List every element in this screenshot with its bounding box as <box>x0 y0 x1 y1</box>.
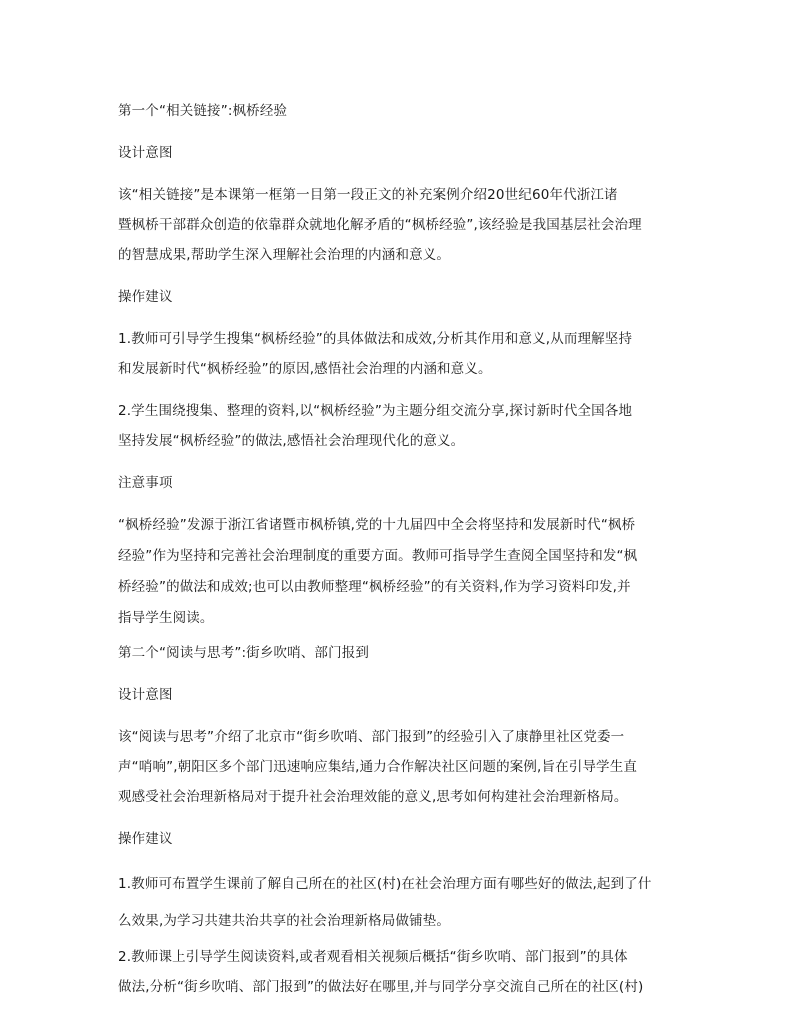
text-line: 2.教师课上引导学生阅读资料,或者观看相关视频后概括“街乡吹哨、部门报到”的具体 <box>118 949 628 965</box>
text-line: 第二个“阅读与思考”:街乡吹哨、部门报到 <box>118 645 370 661</box>
subheading <box>118 138 678 168</box>
text-line: 注意事项 <box>118 475 173 491</box>
subheading <box>118 680 678 710</box>
text-line: 声“哨响”,朝阳区多个部门迅速响应集结,通力合作解决社区问题的案例,旨在引导学生直 <box>118 759 638 775</box>
text-line: 桥经验”的做法和成效;也可以由教师整理“枫桥经验”的有关资料,作为学习资料印发,并 <box>118 579 631 595</box>
text-line: 做法,分析“街乡吹哨、部门报到”的做法好在哪里,并与同学分享交流自己所在的社区(村) <box>118 979 644 995</box>
subheading <box>118 824 678 854</box>
section-heading <box>118 638 678 668</box>
text-line: 该“相关链接”是本课第一框第一目第一段正文的补充案例介绍20世纪60年代浙江诸 <box>118 187 618 203</box>
text-line: 么效果,为学习共建共治共享的社会治理新格局做铺垫。 <box>118 913 451 929</box>
document-page <box>118 96 678 1002</box>
paragraph <box>118 722 678 812</box>
paragraph <box>118 510 678 634</box>
section-heading <box>118 96 678 126</box>
text-line: 设计意图 <box>118 145 173 161</box>
text-line: 的智慧成果,帮助学生深入理解社会治理的内涵和意义。 <box>118 247 451 263</box>
paragraph <box>118 866 678 940</box>
text-line: 暨枫桥干部群众创造的依靠群众就地化解矛盾的“枫桥经验”,该经验是我国基层社会治理 <box>118 217 642 233</box>
text-line: “枫桥经验”发源于浙江省诸暨市枫桥镇,党的十九届四中全会将坚持和发展新时代“枫桥 <box>118 517 636 533</box>
paragraph <box>118 324 678 384</box>
text-line: 2.学生围绕搜集、整理的资料,以“枫桥经验”为主题分组交流分享,探讨新时代全国各地 <box>118 403 633 419</box>
paragraph <box>118 942 678 1002</box>
text-line: 设计意图 <box>118 687 173 703</box>
text-line: 1.教师可引导学生搜集“枫桥经验”的具体做法和成效,分析其作用和意义,从而理解坚持 <box>118 331 633 347</box>
paragraph <box>118 180 678 270</box>
text-line: 操作建议 <box>118 289 173 305</box>
text-line: 经验”作为坚持和完善社会治理制度的重要方面。教师可指导学生查阅全国坚持和发“枫 <box>118 548 638 564</box>
paragraph <box>118 396 678 456</box>
text-line: 操作建议 <box>118 831 173 847</box>
text-line: 该“阅读与思考”介绍了北京市“街乡吹哨、部门报到”的经验引入了康静里社区党委一 <box>118 729 625 745</box>
text-line: 指导学生阅读。 <box>118 610 214 626</box>
text-line: 坚持发展“枫桥经验”的做法,感悟社会治理现代化的意义。 <box>118 433 465 449</box>
text-line: 和发展新时代“枫桥经验”的原因,感悟社会治理的内涵和意义。 <box>118 361 492 377</box>
text-line: 1.教师可布置学生课前了解自己所在的社区(村)在社会治理方面有哪些好的做法,起到了什 <box>118 876 652 892</box>
subheading <box>118 282 678 312</box>
text-line: 第一个“相关链接”:枫桥经验 <box>118 103 288 119</box>
text-line: 观感受社会治理新格局对于提升社会治理效能的意义,思考如何构建社会治理新格局。 <box>118 789 628 805</box>
subheading <box>118 468 678 498</box>
